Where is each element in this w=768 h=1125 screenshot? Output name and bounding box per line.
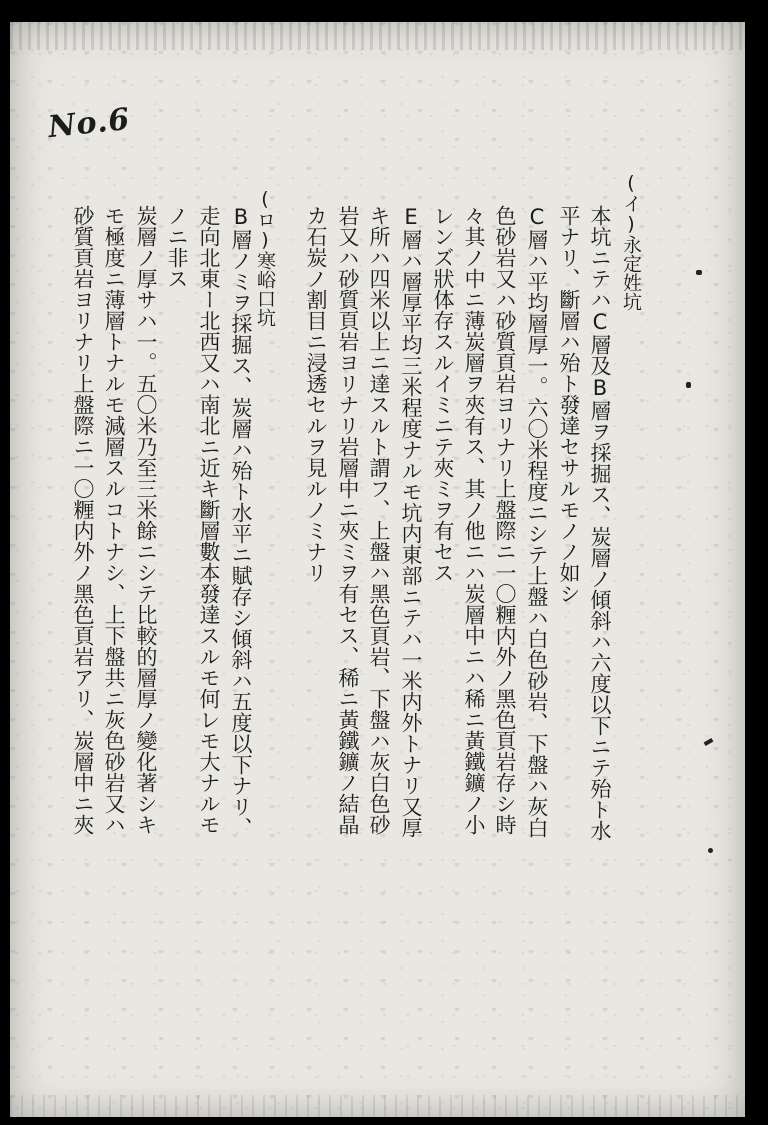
text-column: 砂質頁岩ヨリナリ上盤際ニ一〇糎内外ノ黑色頁岩アリ、炭層中ニ夾 — [71, 205, 95, 835]
text-column: C層ハ平均層厚一。六〇米程度ニシテ上盤ハ白色砂岩、下盤ハ灰白 — [525, 205, 549, 838]
text-column: キ所ハ四米以上ニ達スルト謂フ、上盤ハ黑色頁岩、下盤ハ灰白色砂 — [367, 205, 391, 835]
text-column: カ石炭ノ割目ニ浸透セルヲ見ルノミナリ — [304, 205, 328, 583]
text-column: 本坑ニテハC層及B層ヲ採掘ス、炭層ノ傾斜ハ六度以下ニテ殆ト水 — [588, 205, 612, 841]
text-column: 岩又ハ砂質頁岩ヨリナリ岩層中ニ夾ミヲ有セス、稀ニ黃鐵鑛ノ結晶 — [336, 205, 360, 835]
margin-speck — [708, 848, 713, 853]
margin-speck — [696, 270, 702, 275]
text-column: 々其ノ中ニ薄炭層ヲ夾有ス、其ノ他ニハ炭層中ニハ稀ニ黃鐵鑛ノ小 — [462, 205, 486, 835]
text-column: (ロ)寒峪口坑 — [254, 188, 276, 327]
document-page — [10, 22, 745, 1117]
scan-noise-top — [10, 22, 745, 50]
text-column: モ極度ニ薄層トナルモ減層スルコトナシ、上下盤共ニ灰色砂岩又ハ — [102, 205, 126, 835]
text-column: 走向北東ー北西又ハ南北ニ近キ斷層數本發達スルモ何レモ大ナルモ — [197, 205, 221, 835]
margin-speck — [686, 382, 691, 388]
text-column: レンズ狀体存スルイミニテ夾ミヲ有セス — [431, 205, 455, 583]
text-column: ノニ非ス — [165, 205, 189, 289]
text-column: 炭層ノ厚サハ一。五〇米乃至三米餘ニシテ比較的層厚ノ變化著シキ — [134, 205, 158, 835]
text-column: E層ハ層厚平均三米程度ナルモ坑内東部ニテハ一米内外トナリ又厚 — [399, 205, 423, 838]
text-column: 色砂岩又ハ砂質頁岩ヨリナリ上盤際ニ一〇糎内外ノ黑色頁岩存シ時 — [493, 205, 517, 835]
scan-noise-bottom — [10, 1095, 745, 1117]
page-number: No.6 — [46, 101, 132, 146]
text-column: B層ノミヲ採掘ス、炭層ハ殆ト水平ニ賦存シ傾斜ハ五度以下ナリ、 — [229, 205, 253, 838]
text-column: (イ)永定姓坑 — [620, 172, 642, 311]
margin-speck — [704, 738, 714, 746]
text-column: 平ナリ、斷層ハ殆ト發達セサルモノノ如シ — [557, 205, 581, 604]
